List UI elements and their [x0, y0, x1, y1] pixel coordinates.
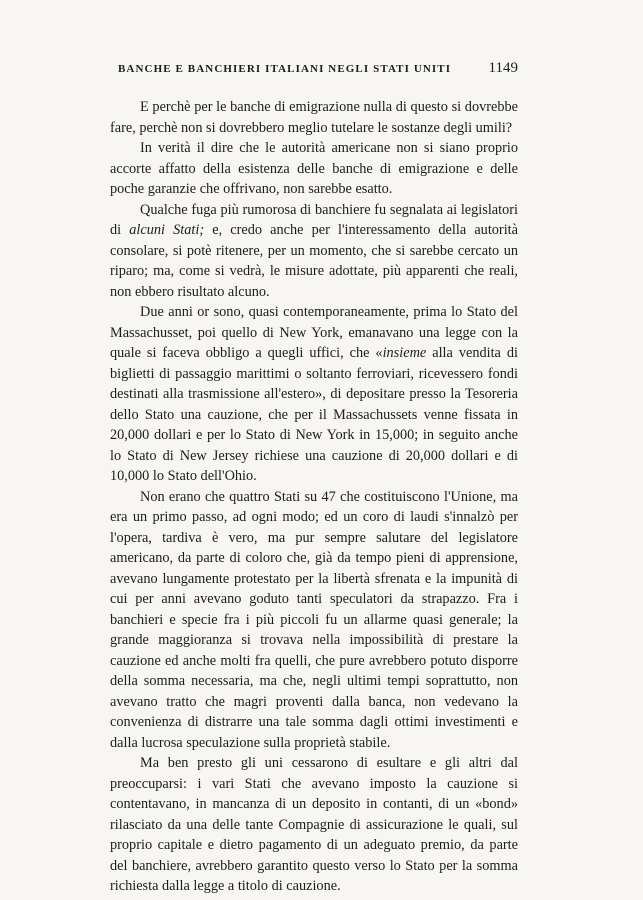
paragraph-3-text-end: e, credo anche per l'interessamento della autorità consolare, si potè ritenere, per un momento, che si sarebbe cercato un riparo; ma, come si vedrà, le misure adottate, più apparenti che reali, non ebbero risultato alcuno.: [110, 222, 518, 300]
paragraph-3-text-start: Qualche fuga più rumorosa di banchiere fu segnalata ai legislatori di: [110, 201, 518, 238]
paragraph-4: [110, 302, 518, 487]
page-number: 1149: [488, 60, 518, 76]
paragraph-5: Non erano che quattro Stati su 47 che costituiscono l'Unione, ma era un primo passo, ad ogni modo; ed un coro di laudi s'innalzò per l'opera, tardiva è vero, ma pur sempre salutare del legislatore americano, da parte di coloro che, già da tempo pieni di apprensione, avevano lungamente protestato per la libertà sfrenata e la impunità di cui per anni avevano goduto tanti speculatori da strapazzo. Fra i banchieri e specie fra i più piccoli fu un allarme quasi generale; la grande maggioranza si trovava nella impossibilità di prestare la cauzione ed anche molti fra quelli, che pure avrebbero potuto disporre della somma necessaria, ma che, negli ultimi tempi soprattutto, non avevano tratto che magri proventi dalla banca, non vedevano la convenienza di distrarre una tale somma dagli ottimi investimenti e dalla lucrosa speculazione sulla proprietà stabile.: [110, 488, 518, 751]
body-text: [110, 97, 518, 897]
paragraph-6: Ma ben presto gli uni cessarono di esultare e gli altri dal preoccuparsi: i vari Stati che avevano imposto la cauzione si contentavano, in mancanza di un deposito in contanti, di un «bond» rilasciato da una delle tante Compagnie di assicurazione le quali, sul proprio capitale e dietro pagamento di un adeguato premio, da parte del banchiere, avrebbero garantito questo verso lo Stato per la somma richiesta dalla legge a titolo di cauzione.: [110, 755, 518, 894]
paragraph-4-italic: insieme: [382, 345, 427, 361]
running-title: BANCHE E BANCHIERI ITALIANI NEGLI STATI UNITI: [118, 63, 452, 75]
paragraph-1: E perchè per le banche di emigrazione nulla di questo si dovrebbe fare, perchè non si dovrebbero meglio tutelare le sostanze degli umili?: [110, 99, 518, 136]
paragraph-4-text-end: alla vendita di biglietti di passaggio marittimi o soltanto ferroviari, ricevessero fondi destinati alla trasmissione all'estero», di depositare presso la Tesoreria dello Stato una cauzione, che per il Massachussets venne fissata in 20,000 dollari e per lo Stato di New York in 15,000; in seguito anche lo Stato di New Jersey richiese una cauzione di 20,000 dollari e di 10,000 lo Stato dell'Ohio.: [110, 345, 518, 484]
paragraph-3-italic: alcuni Stati;: [129, 222, 205, 238]
paragraph-2: In verità il dire che le autorità americane non si siano proprio accorte affatto della esistenza delle banche di emigrazione e delle poche garanzie che offrivano, non sarebbe esatto.: [110, 140, 518, 197]
paragraph-4-text-start: Due anni or sono, quasi contemporaneamente, prima lo Stato del Massachusset, poi quello di New York, emanavano una legge con la quale si faceva obbligo a quegli uffici, che «: [110, 304, 518, 361]
page-header: [110, 60, 518, 81]
paragraph-3: [110, 200, 518, 303]
